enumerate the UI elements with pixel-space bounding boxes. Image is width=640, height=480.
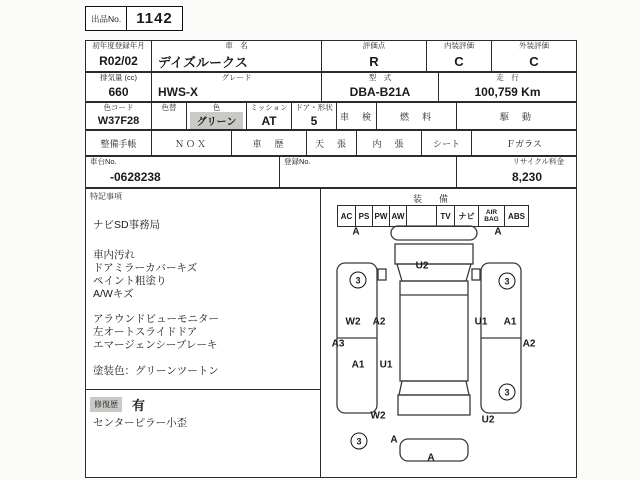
color-value: グリーン (190, 112, 244, 129)
color-change-value (152, 113, 186, 129)
fuel-label: 燃 料 (399, 111, 433, 122)
trim-label: グレード (221, 73, 252, 82)
damage-mark: U2 (481, 414, 495, 426)
note-line: ペイント粗塗り (93, 275, 167, 287)
notes-group (93, 365, 219, 378)
registration-no-value (280, 167, 456, 187)
equipment-strip (337, 205, 529, 227)
transmission-label: ミッション (250, 103, 288, 112)
car-name-value: デイズルークス (158, 54, 248, 70)
recycle-fee-value: 8,230 (511, 170, 542, 184)
doors-label: ドア・形状 (295, 103, 333, 112)
equipment-airbag: AIR BAG (478, 206, 504, 226)
model-code-label: 型 式 (368, 73, 392, 82)
equipment-navi: ナビ (454, 206, 478, 226)
repair-divider (86, 389, 320, 390)
service-book-label: 整備手帳 (100, 138, 137, 149)
equipment-ps: PS (355, 206, 372, 226)
first-reg-value: R02/02 (99, 54, 138, 68)
row-registration (85, 40, 577, 72)
interior-score-label: 内装評価 (444, 41, 474, 50)
car-name-label: 車 名 (225, 41, 248, 50)
color-code-label: 色コード (103, 103, 134, 112)
doors-value: 5 (310, 114, 318, 128)
seat-label: シート (432, 138, 460, 149)
color-change-label: 色替 (161, 103, 177, 112)
repair-history-detail: センターピラー小歪 (93, 417, 188, 429)
door-trim-label: 内 張 (372, 138, 406, 149)
recycle-fee-label: リサイクル料金 (512, 157, 564, 166)
notes-group (93, 249, 197, 301)
equipment-aw: AW (389, 206, 406, 226)
notes-group (93, 313, 219, 352)
damage-mark: U1 (379, 359, 393, 371)
mileage-value: 100,759 Km (474, 85, 541, 99)
damage-mark: W2 (370, 410, 386, 422)
damage-mark: A (494, 226, 502, 238)
nox-label: ＮＯＸ (174, 138, 208, 149)
note-line: ドアミラーカバーキズ (93, 262, 198, 274)
damage-mark: A2 (522, 338, 536, 350)
registration-no-label: 登録No. (284, 157, 311, 166)
note-line: A/Wキズ (93, 288, 134, 300)
damage-mark: A3 (331, 338, 345, 350)
equipment-empty (406, 206, 436, 226)
tire-tread-mark: 3 (350, 272, 367, 289)
history-label: 車 歴 (252, 138, 286, 149)
special-notes-column (86, 189, 321, 477)
exterior-score-label: 外装評価 (519, 41, 549, 50)
note-line: エマージェンシーブレーキ (93, 339, 218, 351)
displacement-label: 排気量 (cc) (99, 73, 138, 82)
damage-mark: U1 (474, 316, 488, 328)
row-color (85, 102, 577, 130)
damage-mark: A1 (503, 316, 517, 328)
note-line: 左オートスライドドア (93, 326, 198, 338)
inspection-label: 車 検 (339, 111, 373, 122)
first-reg-label: 初年度登録年月 (92, 41, 145, 50)
damage-mark: A2 (372, 316, 386, 328)
damage-diagram (321, 225, 577, 479)
equipment-header: 装 備 (413, 194, 453, 204)
transmission-value: AT (261, 114, 277, 128)
trim-value: HWS-X (158, 85, 198, 99)
note-line: アラウンドビューモニター (93, 313, 219, 325)
tire-tread-mark: 3 (351, 433, 368, 450)
note-line: ナビSD事務局 (93, 219, 161, 231)
chassis-no-label: 車台No. (90, 157, 117, 166)
grade-score-value: R (369, 53, 379, 69)
damage-mark: A (390, 434, 398, 446)
row-model (85, 72, 577, 102)
color-code-value: W37F28 (97, 115, 140, 127)
equipment-ac: AC (340, 211, 353, 221)
damage-mark: W2 (345, 316, 361, 328)
damage-mark: A1 (351, 359, 365, 371)
repair-history (90, 395, 145, 414)
note-line: 車内汚れ (93, 249, 135, 261)
notes-group (93, 219, 160, 232)
equipment-abs: ABS (504, 206, 528, 226)
grade-score-label: 評価点 (362, 41, 386, 50)
tire-tread-mark: 3 (499, 384, 516, 401)
lot-number-box (85, 6, 183, 31)
headliner-label: 天 張 (314, 138, 348, 149)
lot-number: 1142 (126, 7, 182, 30)
front-glass-label: Ｆガラス (506, 138, 542, 149)
damage-mark: A (427, 452, 435, 464)
lower-section (85, 188, 577, 478)
tire-tread-mark: 3 (499, 273, 516, 290)
equipment-diagram-column (321, 189, 576, 477)
exterior-score-value: C (529, 53, 539, 69)
drivetrain-label: 駆 動 (499, 111, 533, 122)
model-code-value: DBA-B21A (349, 85, 411, 99)
note-line: 塗装色：グリーンツートン (93, 365, 219, 377)
damage-mark: A (352, 226, 360, 238)
repair-history-label: 修復歴 (90, 397, 122, 412)
mileage-label: 走 行 (496, 73, 519, 82)
repair-history-value: 有 (132, 398, 146, 413)
lot-label: 出品No. (91, 13, 122, 24)
color-label: 色 (212, 103, 221, 112)
interior-score-value: C (454, 53, 464, 69)
row-chassis (85, 156, 577, 188)
displacement-value: 660 (108, 85, 129, 99)
special-notes-header: 特記事項 (90, 192, 122, 201)
row-condition-headers (85, 130, 577, 156)
equipment-tv: TV (436, 206, 454, 226)
damage-mark: U2 (415, 260, 429, 272)
equipment-pw: PW (372, 206, 389, 226)
chassis-no-value: -0628238 (110, 170, 161, 184)
